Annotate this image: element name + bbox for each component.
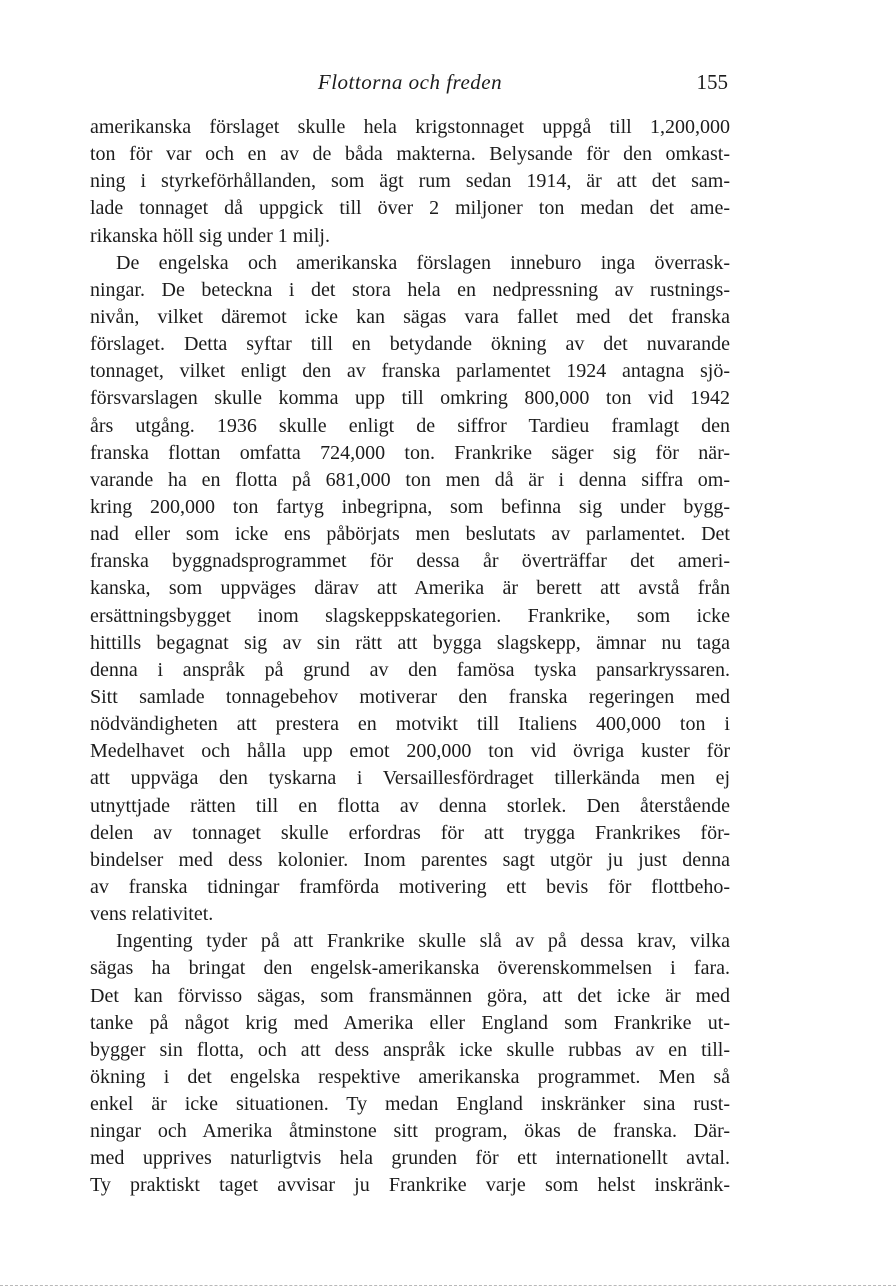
text-line: ökning i det engelska respektive amerikanska programmet. Men så: [90, 1065, 730, 1088]
text-line: ningar. De beteckna i det stora hela en nedpressning av rustnings-: [90, 278, 730, 301]
text-line: varande ha en flotta på 681,000 ton men då är i denna siffra om-: [90, 468, 730, 491]
text-line: amerikanska förslaget skulle hela krigstonnaget uppgå till 1,200,000: [90, 116, 730, 138]
text-line: förslaget. Detta syftar till en betydande ökning av det nuvarande: [90, 333, 730, 356]
body-text: [90, 114, 730, 1200]
text-line: nödvändigheten att prestera en motvikt till Italiens 400,000 ton i: [90, 713, 730, 736]
text-line: lade tonnaget då uppgick till över 2 miljoner ton medan det ame-: [90, 197, 730, 220]
running-title: Flottorna och freden: [317, 70, 503, 94]
text-line: denna i anspråk på grund av den famösa tyska pansarkryssaren.: [90, 658, 730, 681]
text-line: kanska, som uppväges därav att Amerika är berett att avstå från: [90, 577, 730, 600]
page-header: [90, 70, 730, 104]
page-bottom-rule: [0, 1285, 896, 1286]
text-line: att uppväga den tyskarna i Versaillesfördraget tillerkända men ej: [90, 767, 730, 790]
text-line: franska byggnadsprogrammet för dessa år överträffar det ameri-: [90, 550, 730, 573]
text-line: delen av tonnaget skulle erfordras för att trygga Frankrikes för-: [90, 821, 730, 844]
text-line: Sitt samlade tonnagebehov motiverar den franska regeringen med: [90, 685, 730, 708]
text-line: vens relativitet.: [90, 903, 214, 926]
text-line: bygger sin flotta, och att dess anspråk icke skulle rubbas av en till-: [90, 1038, 730, 1061]
text-line: Medelhavet och hålla upp emot 200,000 ton vid övriga kuster för: [90, 740, 730, 763]
text-line: rikanska höll sig under 1 milj.: [90, 224, 330, 247]
text-line: Ty praktiskt taget avvisar ju Frankrike varje som helst inskränk-: [90, 1174, 730, 1197]
text-line: ningar och Amerika åtminstone sitt program, ökas de franska. Där-: [90, 1120, 730, 1143]
text-line: försvarslagen skulle komma upp till omkring 800,000 ton vid 1942: [90, 387, 730, 410]
text-line: nad eller som icke ens påbörjats men beslutats av parlamentet. Det: [90, 523, 730, 546]
text-line: hittills begagnat sig av sin rätt att bygga slagskepp, ämnar nu taga: [90, 631, 730, 654]
text-line: Det kan förvisso sägas, som fransmännen göra, att det icke är med: [90, 984, 730, 1007]
text-line: nivån, vilket däremot icke kan sägas vara fallet med det franska: [90, 305, 730, 328]
text-line: tonnaget, vilket enligt den av franska parlamentet 1924 antagna sjö-: [90, 360, 730, 383]
text-line: enkel är icke situationen. Ty medan England inskränker sina rust-: [90, 1093, 730, 1116]
text-line: kring 200,000 ton fartyg inbegripna, som befinna sig under bygg-: [90, 495, 730, 518]
text-line: av franska tidningar framförda motivering ett bevis för flottbeho-: [90, 875, 730, 898]
text-line: utnyttjade rätten till en flotta av denna storlek. Den återstående: [90, 794, 730, 817]
paragraph-first-line: Ingenting tyder på att Frankrike skulle slå av på dessa krav, vilka: [116, 930, 730, 953]
text-line: med upprives naturligtvis hela grunden för ett internationellt avtal.: [90, 1147, 730, 1170]
text-line: ning i styrkeförhållanden, som ägt rum sedan 1914, är att det sam-: [90, 170, 730, 193]
text-line: franska flottan omfatta 724,000 ton. Frankrike säger sig för när-: [90, 441, 730, 464]
text-line: sägas ha bringat den engelsk-amerikanska överenskommelsen i fara.: [90, 957, 730, 980]
paragraph-first-line: De engelska och amerikanska förslagen inneburo inga överrask-: [116, 251, 730, 274]
text-line: ton för var och en av de båda makterna. Belysande för den omkast-: [90, 143, 730, 166]
text-line: tanke på något krig med Amerika eller England som Frankrike ut-: [90, 1011, 730, 1034]
text-line: bindelser med dess kolonier. Inom parentes sagt utgör ju just denna: [90, 848, 730, 871]
text-line: ersättningsbygget inom slagskeppskategorien. Frankrike, som icke: [90, 604, 730, 627]
text-line: års utgång. 1936 skulle enligt de siffror Tardieu framlagt den: [90, 414, 730, 437]
page-number: 155: [696, 70, 728, 94]
